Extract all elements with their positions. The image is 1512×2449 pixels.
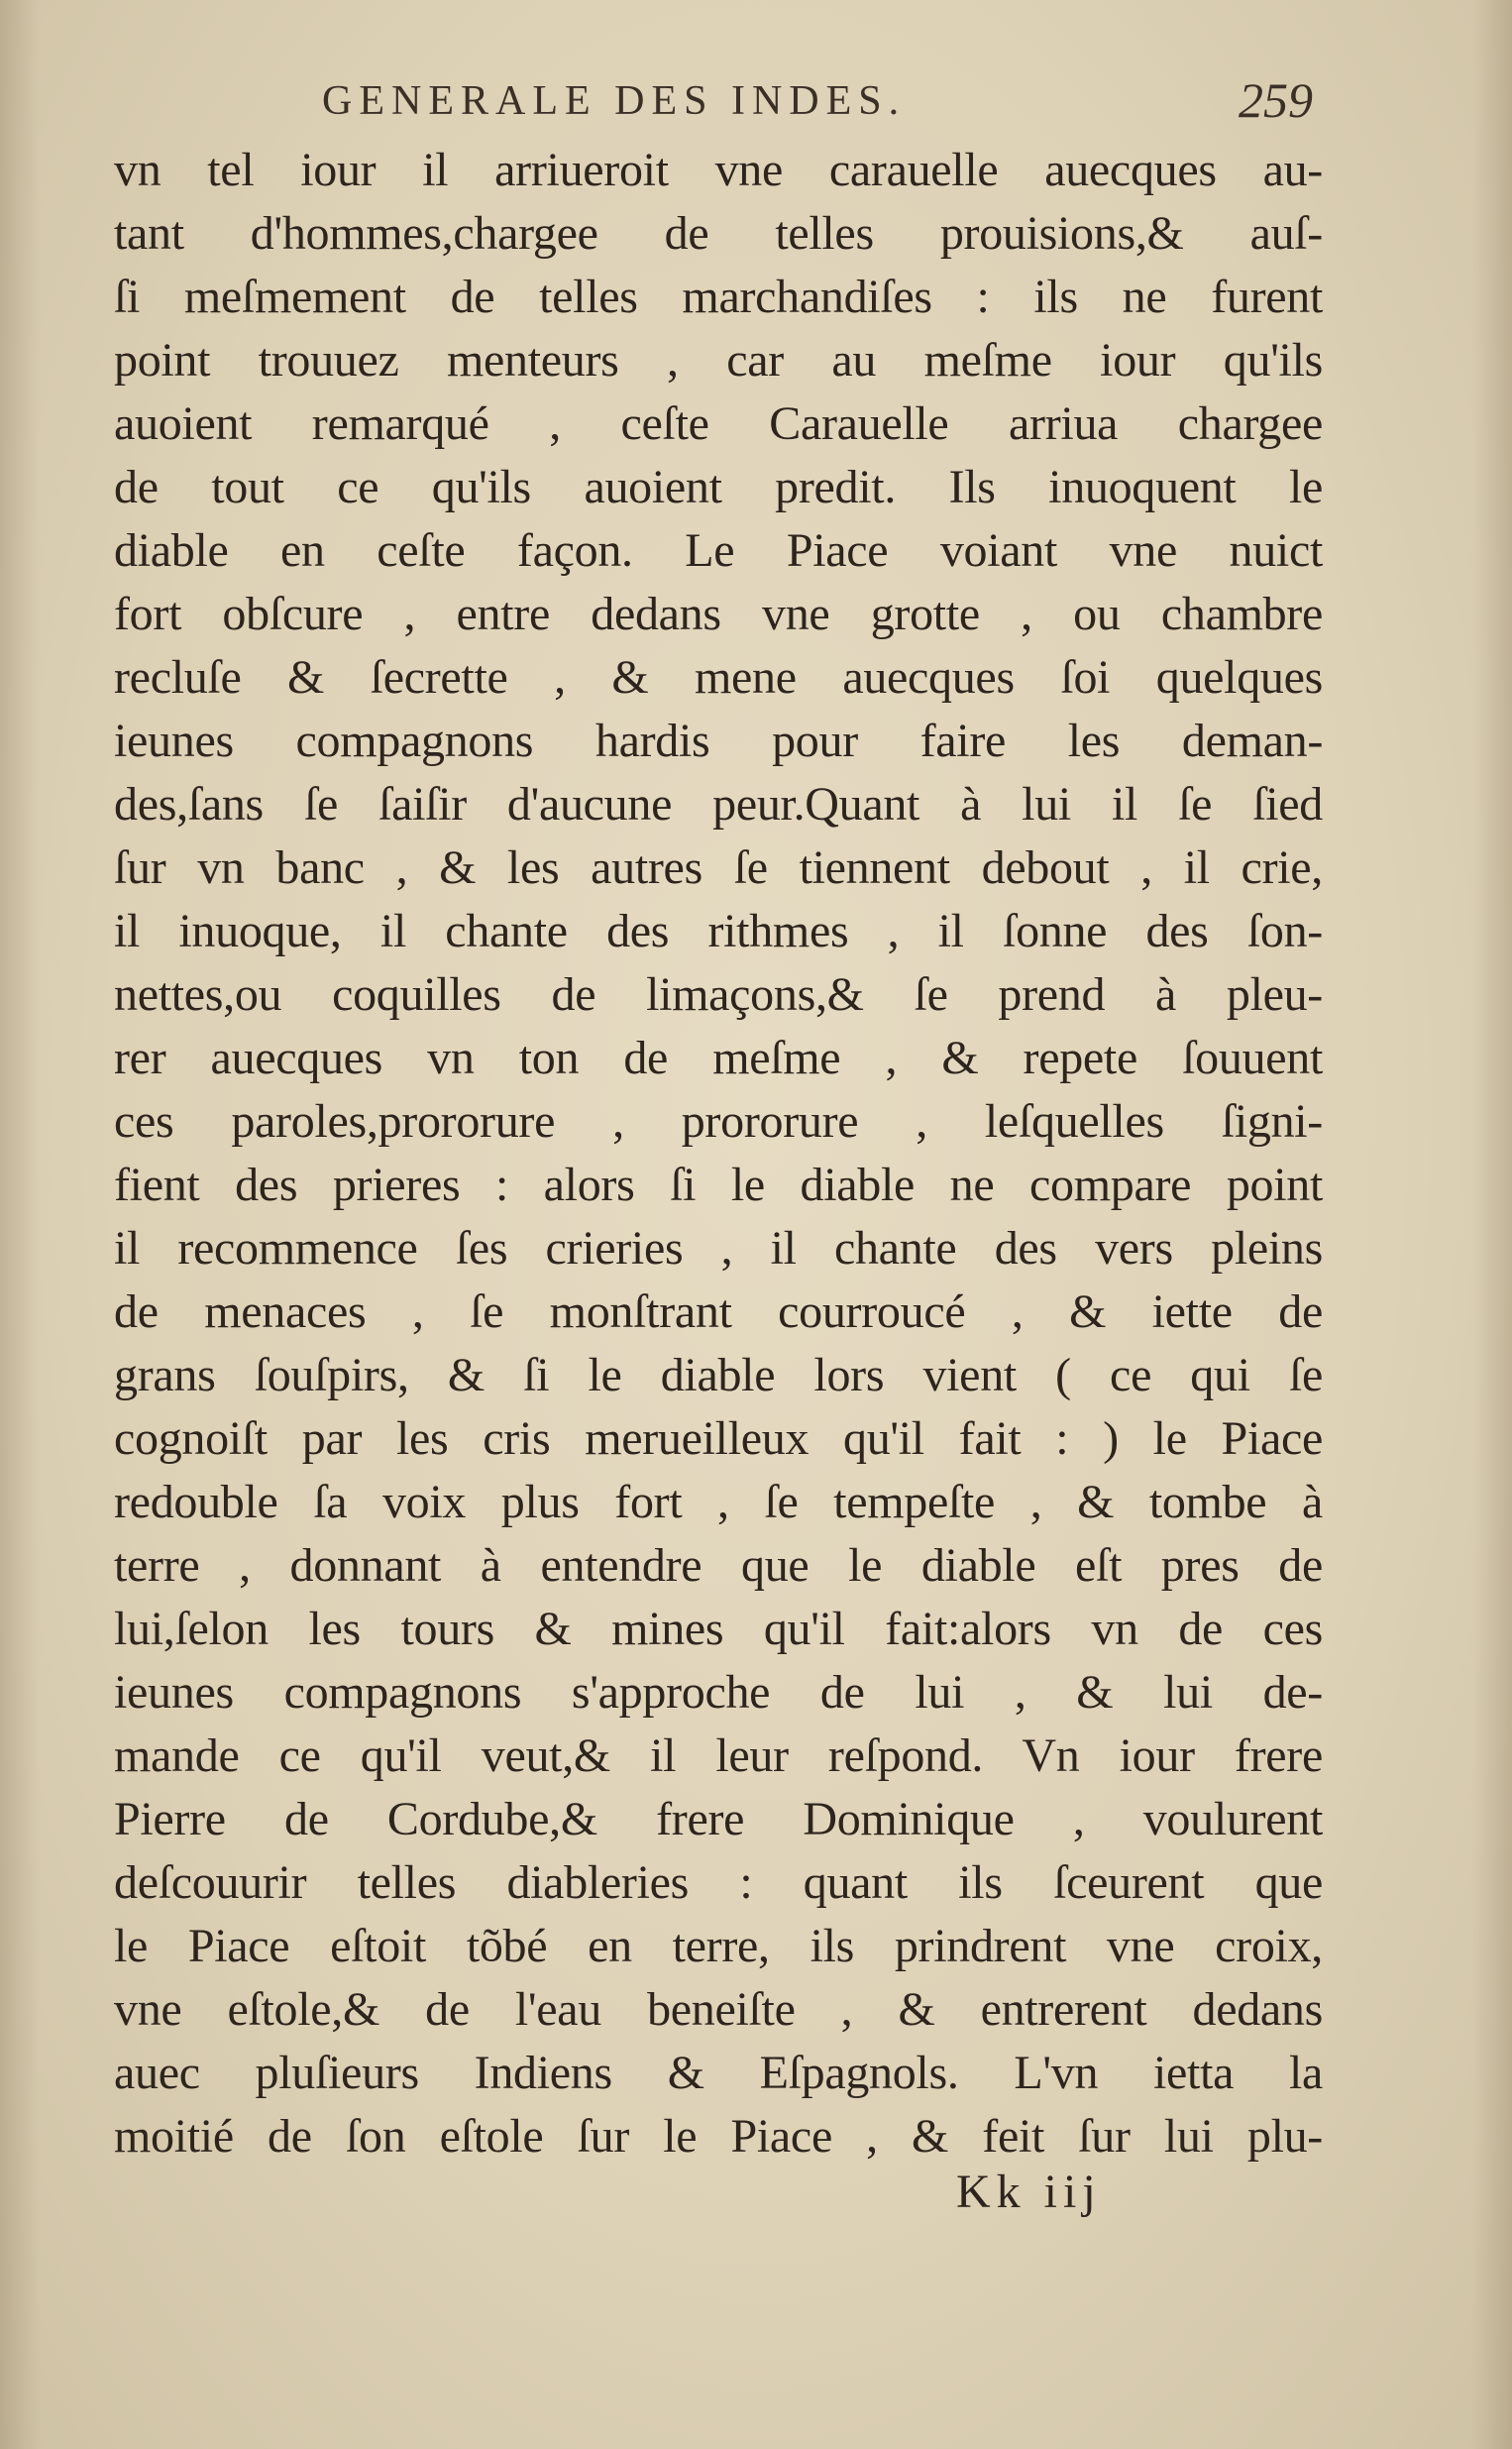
signature-mark: Kk iij bbox=[956, 2166, 1102, 2218]
text-line: moitié de ſon eſtole ſur le Piace , & feit ſur lui plu- bbox=[114, 2110, 1323, 2163]
text-line: terre , donnant à entendre que le diable eſt pres de bbox=[114, 1539, 1323, 1592]
body-text bbox=[114, 139, 1323, 2169]
text-line: mande ce qu'il veut,& il leur reſpond. Vn iour frere bbox=[114, 1729, 1323, 1782]
text-line: recluſe & ſecrette , & mene auecques ſoi quelques bbox=[114, 651, 1323, 704]
text-line: nettes,ou coquilles de limaçons,& ſe prend à pleu- bbox=[114, 968, 1323, 1021]
text-line: ieunes compagnons hardis pour faire les deman- bbox=[114, 715, 1323, 767]
text-line: fient des prieres : alors ſi le diable ne compare point bbox=[114, 1159, 1323, 1211]
text-line: diable en ceſte façon. Le Piace voiant vne nuict bbox=[114, 524, 1323, 577]
text-line: Pierre de Cordube,& frere Dominique , voulurent bbox=[114, 1793, 1323, 1845]
text-line: deſcouurir telles diableries : quant ils ſceurent que bbox=[114, 1856, 1323, 1909]
text-line: de menaces , ſe monſtrant courroucé , & iette de bbox=[114, 1285, 1323, 1338]
text-line: ſi meſmement de telles marchandiſes : ils ne furent bbox=[114, 271, 1323, 323]
text-line: le Piace eſtoit tõbé en terre, ils prindrent vne croix, bbox=[114, 1920, 1323, 1972]
page-header bbox=[322, 71, 1313, 141]
running-title: GENERALE DES INDES. bbox=[322, 78, 907, 124]
text-line: il recommence ſes crieries , il chante des vers pleins bbox=[114, 1222, 1323, 1275]
text-line: rer auecques vn ton de meſme , & repete ſouuent bbox=[114, 1032, 1323, 1084]
text-line: auoient remarqué , ceſte Carauelle arriua chargee bbox=[114, 397, 1323, 450]
text-line: ſur vn banc , & les autres ſe tiennent debout , il crie, bbox=[114, 841, 1323, 894]
text-line: grans ſouſpirs, & ſi le diable lors vient ( ce qui ſe bbox=[114, 1349, 1323, 1401]
page-edge-shadow-right bbox=[1472, 0, 1512, 2449]
text-line: ces paroles,prororure , prororure , leſquelles ſigni- bbox=[114, 1095, 1323, 1148]
text-line: tant d'hommes,chargee de telles prouisions,& auſ- bbox=[114, 207, 1323, 260]
text-line: ieunes compagnons s'approche de lui , & lui de- bbox=[114, 1666, 1323, 1719]
page-number: 259 bbox=[1239, 72, 1313, 128]
text-line: fort obſcure , entre dedans vne grotte , ou chambre bbox=[114, 588, 1323, 640]
text-line: il inuoque, il chante des rithmes , il ſonne des ſon- bbox=[114, 905, 1323, 957]
text-line: auec pluſieurs Indiens & Eſpagnols. L'vn ietta la bbox=[114, 2047, 1323, 2099]
page-footer bbox=[956, 2165, 1194, 2234]
text-line: cognoiſt par les cris merueilleux qu'il fait : ) le Piace bbox=[114, 1412, 1323, 1465]
text-line: des,ſans ſe ſaiſir d'aucune peur.Quant à lui il ſe ſied bbox=[114, 778, 1323, 831]
page-edge-shadow-left bbox=[0, 0, 40, 2449]
text-line: vne eſtole,& de l'eau beneiſte , & entrerent dedans bbox=[114, 1983, 1323, 2036]
text-line: de tout ce qu'ils auoient predit. Ils inuoquent le bbox=[114, 461, 1323, 513]
text-line: lui,ſelon les tours & mines qu'il fait:alors vn de ces bbox=[114, 1603, 1323, 1655]
text-line: vn tel iour il arriueroit vne carauelle auecques au- bbox=[114, 144, 1323, 196]
text-line: point trouuez menteurs , car au meſme iour qu'ils bbox=[114, 334, 1323, 387]
text-line: redouble ſa voix plus fort , ſe tempeſte , & tombe à bbox=[114, 1476, 1323, 1528]
